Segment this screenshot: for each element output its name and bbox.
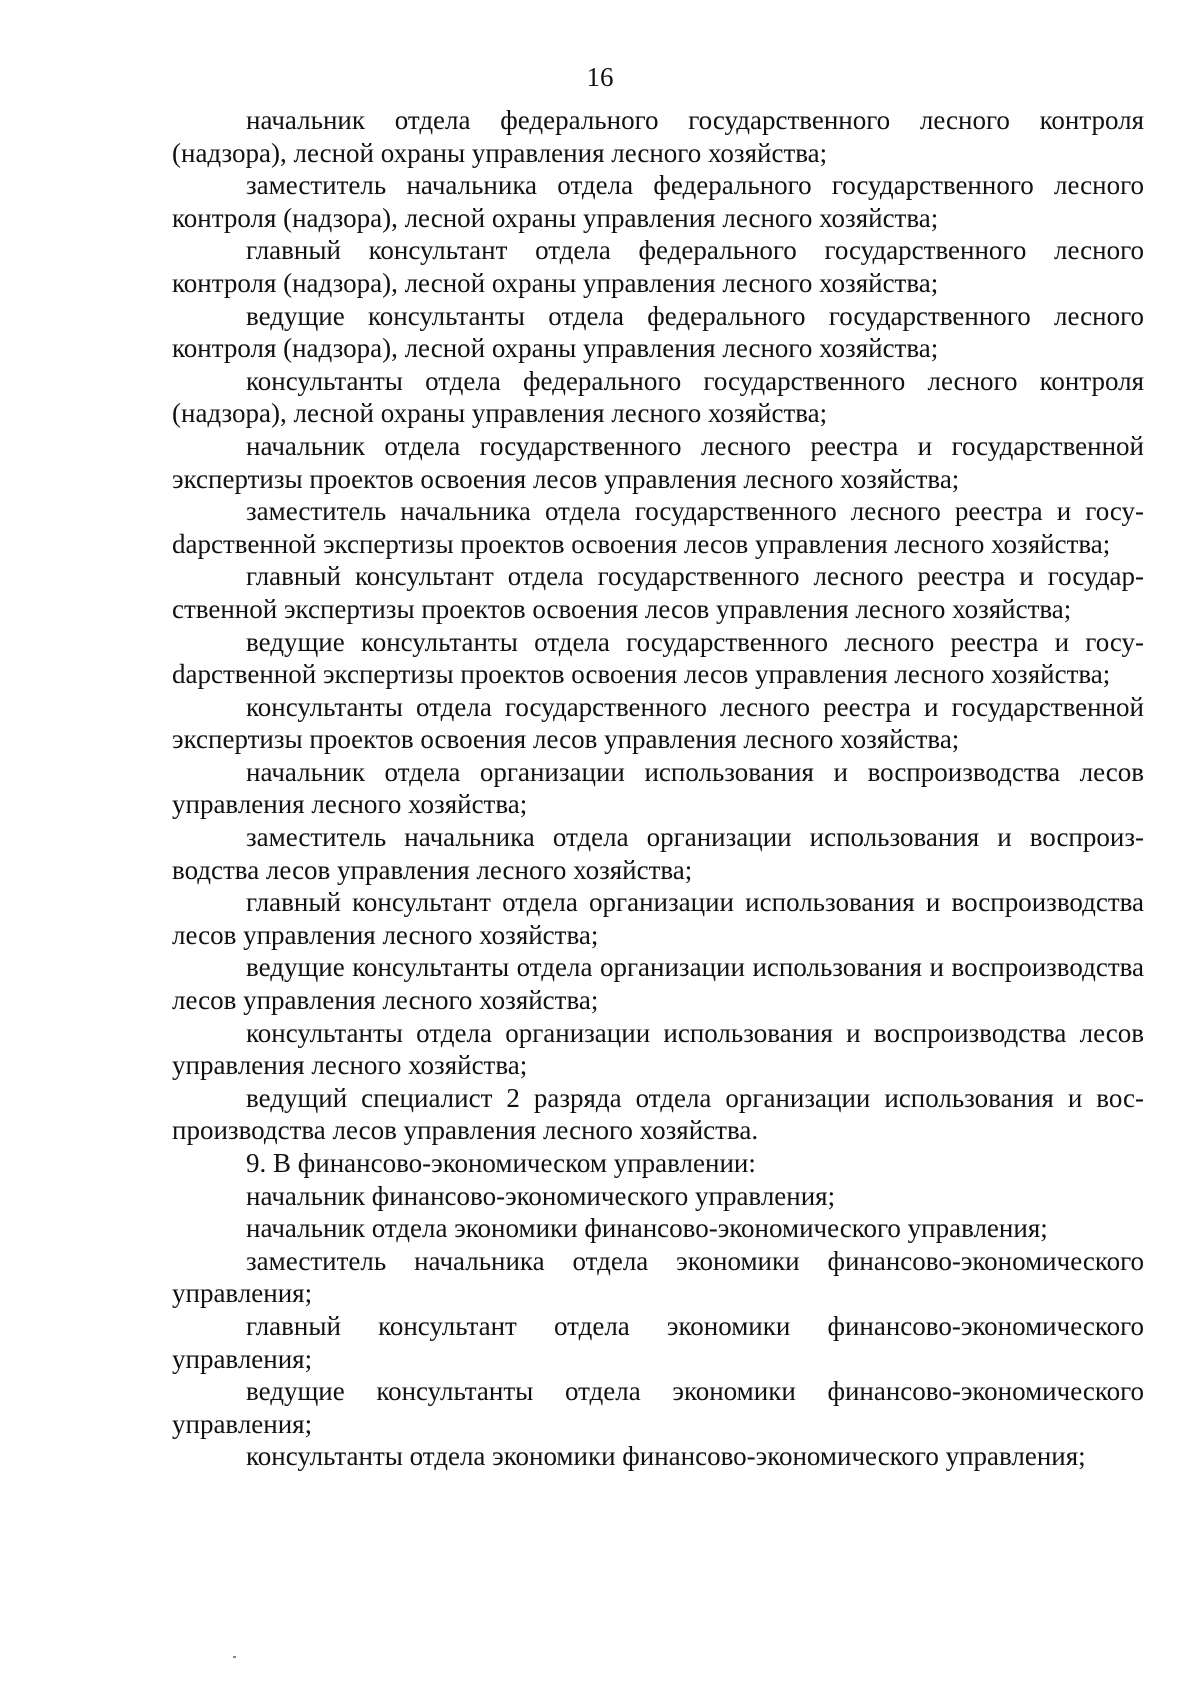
- list-item: начальник отдела государственного лесного реестра и государственной экспертизы проектов освоения лесов управления лесного хозяйства;: [172, 430, 1144, 494]
- list-item: ведущие консультанты отдела организации использования и воспроизводства лесов управления лесного хозяйства;: [172, 952, 1144, 1016]
- list-item: ведущие консультанты отдела государственного лесного реестра и госуdарственной экспертизы проектов освоения лесов управления лесного хозяйства;: [172, 626, 1144, 690]
- list-item: консультанты отдела федерального государственного лесного контроля (надзора), лесной охраны управления лесного хозяйства;: [172, 365, 1144, 429]
- list-item: ведущие консультанты отдела федерального государственного лесного контроля (надзора), лесной охраны управления лесного хозяйства;: [172, 300, 1144, 364]
- list-item: заместитель начальника отдела экономики финансово-экономического управления;: [172, 1245, 1144, 1309]
- list-item: ведущие консультанты отдела экономики финансово-экономического управления;: [172, 1376, 1144, 1439]
- list-item: консультанты отдела экономики финансово-экономического управления;: [246, 1441, 1086, 1472]
- list-item: заместитель начальника отдела государственного лесного реестра и госуdарственной экспертизы проектов освоения лесов управления лесного хозяйства;: [172, 496, 1144, 559]
- list-item: начальник отдела экономики финансово-экономического управления;: [246, 1213, 1048, 1244]
- scan-speck: [233, 1656, 236, 1658]
- list-item: ведущий специалист 2 разряда отдела организации использования и воспроизводства лесов управления лесного хозяйства.: [172, 1082, 1144, 1146]
- list-item: начальник отдела федерального государственного лесного контроля (надзора), лесной охраны управления лесного хозяйства;: [172, 105, 1144, 168]
- list-item: заместитель начальника отдела федерального государственного лесного контроля (надзора), лесной охраны управления лесного хозяйства;: [172, 170, 1144, 233]
- list-item: главный консультант отдела государственного лесного реестра и государственной экспертизы проектов освоения лесов управления лесного хозяйства;: [172, 561, 1144, 624]
- page-number: 16: [586, 62, 614, 92]
- list-item: консультанты отдела государственного лесного реестра и государственной экспертизы проектов освоения лесов управления лесного хозяйства;: [172, 691, 1144, 755]
- list-item: главный консультант отдела организации использования и воспроизводства лесов управления лесного хозяйства;: [172, 887, 1144, 950]
- list-item: начальник финансово-экономического управления;: [246, 1180, 836, 1211]
- section-heading: 9. В финансово-экономическом управлении:: [246, 1148, 756, 1178]
- list-item: заместитель начальника отдела организации использования и воспроизводства лесов управления лесного хозяйства;: [172, 822, 1144, 885]
- list-item: главный консультант отдела экономики финансово-экономического управления;: [172, 1310, 1144, 1374]
- list-item: начальник отдела организации использования и воспроизводства лесов управления лесного хозяйства;: [172, 756, 1144, 820]
- list-item: консультанты отдела организации использования и воспроизводства лесов управления лесного хозяйства;: [172, 1017, 1144, 1081]
- list-item: главный консультант отдела федерального государственного лесного контроля (надзора), лесной охраны управления лесного хозяйства;: [172, 235, 1144, 298]
- document-body: [172, 104, 1144, 1473]
